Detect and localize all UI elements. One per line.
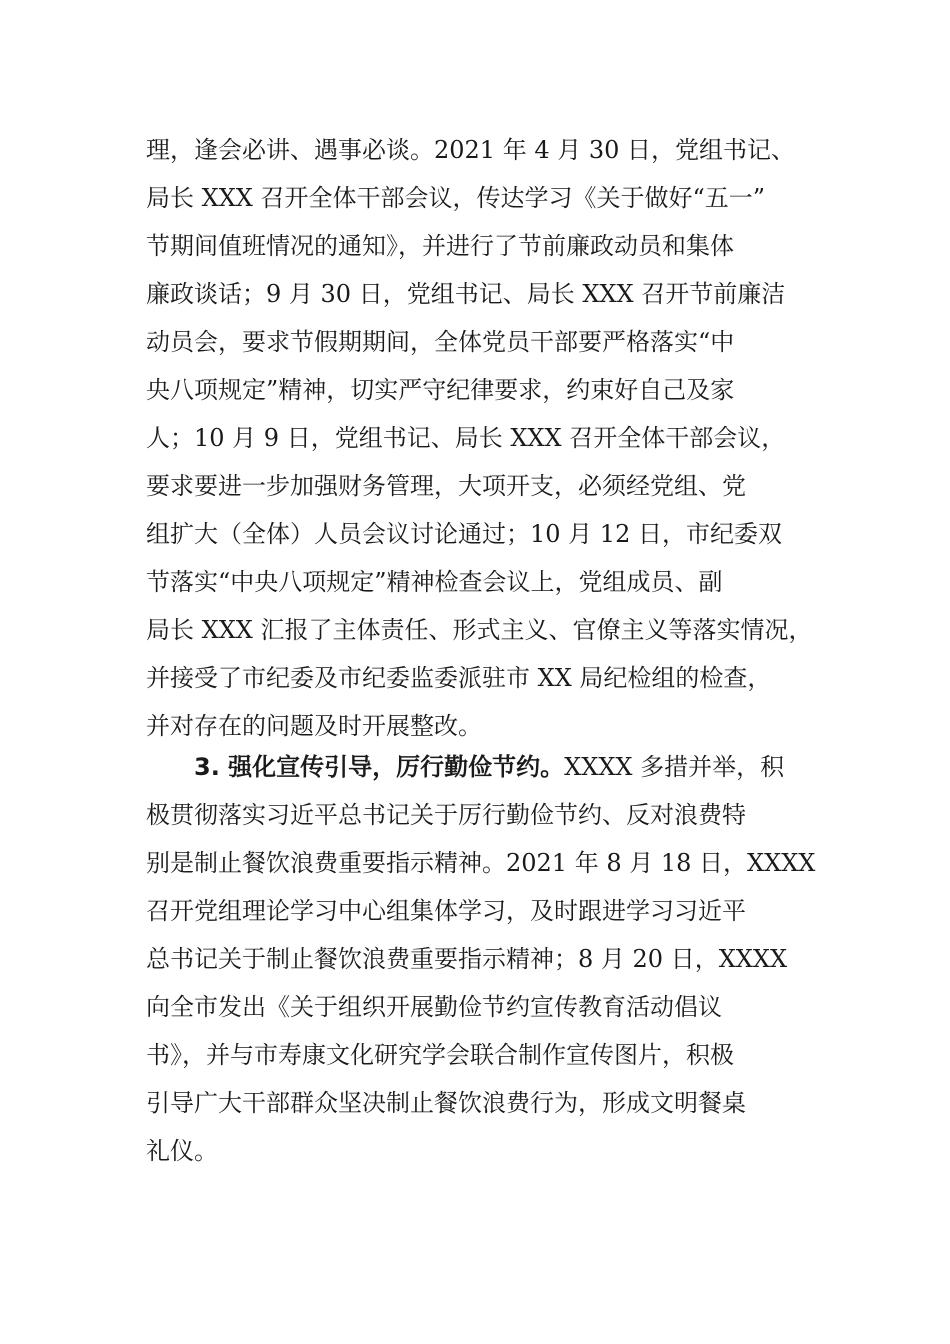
text-line: 廉政谈话；9 月 30 日，党组书记、局长 XXX 召开节前廉洁 <box>146 280 786 308</box>
text-line: 书》，并与市寿康文化研究学会联合制作宣传图片，积极 <box>146 1041 734 1069</box>
text-line: 组扩大（全体）人员会议讨论通过；10 月 12 日，市纪委双 <box>146 520 782 548</box>
text-line: 人；10 月 9 日，党组书记、局长 XXX 召开全体干部会议， <box>146 424 786 452</box>
text-line: 召开党组理论学习中心组集体学习，及时跟进学习习近平 <box>146 897 746 925</box>
section-heading: 3. 强化宣传引导，厉行勤俭节约。 <box>194 753 565 781</box>
text-line: 节期间值班情况的通知》，并进行了节前廉政动员和集体 <box>146 232 734 260</box>
text-line: 理，逢会必讲、遇事必谈。2021 年 4 月 30 日，党组书记、 <box>146 136 796 164</box>
paragraph-discipline-talks <box>146 126 813 750</box>
text-line: 并对存在的问题及时开展整改。 <box>146 712 482 740</box>
text-line: 局长 XXX 汇报了主体责任、形式主义、官僚主义等落实情况， <box>146 616 813 644</box>
text-line: 要求要进一步加强财务管理，大项开支，必须经党组、党 <box>146 472 746 500</box>
text-line: 局长 XXX 召开全体干部会议，传达学习《关于做好“五一” <box>146 184 766 212</box>
text-line: 总书记关于制止餐饮浪费重要指示精神；8 月 20 日，XXXX <box>146 945 788 973</box>
text-line: 向全市发出《关于组织开展勤俭节约宣传教育活动倡议 <box>146 993 722 1021</box>
paragraph-first-line <box>146 743 806 791</box>
text-line: 别是制止餐饮浪费重要指示精神。2021 年 8 月 18 日，XXXX <box>146 849 816 877</box>
text-line: 引导广大干部群众坚决制止餐饮浪费行为，形成文明餐桌 <box>146 1089 746 1117</box>
text-line: 并接受了市纪委及市纪委监委派驻市 XX 局纪检组的检查， <box>146 664 772 692</box>
text-line: 动员会，要求节假期期间，全体党员干部要严格落实“中 <box>146 328 735 356</box>
paragraph-frugality <box>146 743 816 1175</box>
text-line: 节落实“中央八项规定”精神检查会议上，党组成员、副 <box>146 568 723 596</box>
text-line: 央八项规定”精神，切实严守纪律要求，约束好自己及家 <box>146 376 735 404</box>
text-line: 礼仪。 <box>146 1137 218 1165</box>
text-line: 极贯彻落实习近平总书记关于厉行勤俭节约、反对浪费特 <box>146 801 746 829</box>
text-run: XXXX 多措并举，积 <box>564 753 785 781</box>
